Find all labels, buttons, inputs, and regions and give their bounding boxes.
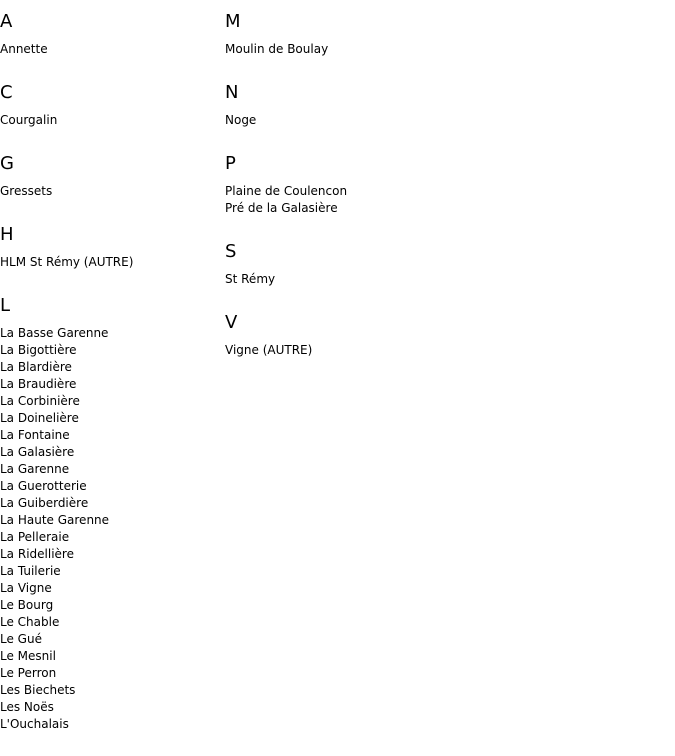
list-item[interactable]: La Guerotterie xyxy=(0,479,87,493)
letter-group xyxy=(0,82,220,129)
list-item[interactable]: La Pelleraie xyxy=(0,530,70,544)
list-item[interactable]: L'Ouchalais xyxy=(0,717,69,731)
list-item[interactable]: La Basse Garenne xyxy=(0,326,109,340)
list-item[interactable]: Le Bourg xyxy=(0,598,54,612)
list-item[interactable]: Courgalin xyxy=(0,113,58,127)
list-item[interactable]: Le Chable xyxy=(0,615,60,629)
letter-heading: N xyxy=(225,82,239,103)
letter-group xyxy=(0,224,220,271)
list-item[interactable]: Les Noës xyxy=(0,700,54,714)
entry-list xyxy=(225,342,525,359)
list-item[interactable]: La Tuilerie xyxy=(0,564,61,578)
letter-heading: L xyxy=(0,295,11,316)
list-item[interactable]: St Rémy xyxy=(225,272,276,286)
list-item[interactable]: Le Mesnil xyxy=(0,649,56,663)
list-item[interactable]: Annette xyxy=(0,42,48,56)
list-item[interactable]: Vigne (AUTRE) xyxy=(225,343,313,357)
letter-group xyxy=(0,295,220,733)
list-item[interactable]: La Bigottière xyxy=(0,343,77,357)
list-item[interactable]: La Fontaine xyxy=(0,428,70,442)
list-item[interactable]: La Braudière xyxy=(0,377,77,391)
letter-group xyxy=(225,153,525,217)
list-item[interactable]: La Corbinière xyxy=(0,394,80,408)
list-item[interactable]: Moulin de Boulay xyxy=(225,42,329,56)
left-column xyxy=(0,0,220,733)
list-item[interactable]: Le Gué xyxy=(0,632,42,646)
letter-heading: H xyxy=(0,224,14,245)
list-item[interactable]: Les Biechets xyxy=(0,683,76,697)
letter-heading: G xyxy=(0,153,14,174)
list-item[interactable]: HLM St Rémy (AUTRE) xyxy=(0,255,134,269)
letter-group xyxy=(0,11,220,58)
list-item[interactable]: Noge xyxy=(225,113,257,127)
list-item[interactable]: Gressets xyxy=(0,184,53,198)
entry-list xyxy=(225,271,525,288)
letter-group xyxy=(225,312,525,359)
entry-list xyxy=(225,183,525,217)
list-item[interactable]: La Doinelière xyxy=(0,411,79,425)
list-item[interactable]: La Guiberdière xyxy=(0,496,89,510)
list-item[interactable]: Le Perron xyxy=(0,666,57,680)
list-item[interactable]: Plaine de Coulencon xyxy=(225,184,348,198)
letter-heading: V xyxy=(225,312,238,333)
entry-list xyxy=(225,112,525,129)
list-item[interactable]: La Haute Garenne xyxy=(0,513,110,527)
letter-group xyxy=(225,241,525,288)
list-item[interactable]: La Ridellière xyxy=(0,547,74,561)
letter-heading: M xyxy=(225,11,241,32)
entry-list xyxy=(0,112,220,129)
letter-heading: P xyxy=(225,153,236,174)
letter-group xyxy=(0,153,220,200)
entry-list xyxy=(225,41,525,58)
list-item[interactable]: La Vigne xyxy=(0,581,52,595)
letter-group xyxy=(225,11,525,58)
letter-heading: S xyxy=(225,241,237,262)
list-item[interactable]: La Galasière xyxy=(0,445,75,459)
list-item[interactable]: Pré de la Galasière xyxy=(225,201,338,215)
entry-list xyxy=(0,41,220,58)
letter-heading: A xyxy=(0,11,13,32)
letter-heading: C xyxy=(0,82,13,103)
right-column xyxy=(225,0,525,359)
letter-group xyxy=(225,82,525,129)
entry-list xyxy=(0,183,220,200)
list-item[interactable]: La Garenne xyxy=(0,462,70,476)
entry-list xyxy=(0,325,220,733)
list-item[interactable]: La Blardière xyxy=(0,360,72,374)
entry-list xyxy=(0,254,220,271)
